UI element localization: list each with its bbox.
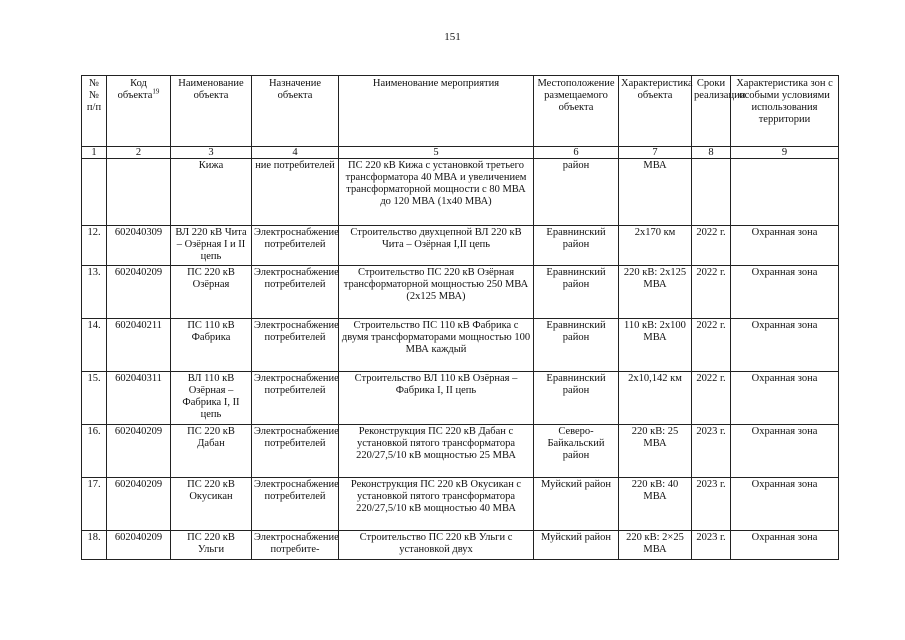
row-zone: Охранная зона — [731, 425, 839, 478]
row-location: Муйский район — [534, 478, 619, 531]
col-number: 9 — [731, 147, 839, 159]
row-location: Еравнинский район — [534, 226, 619, 266]
row-purpose: Электроснабжение потребите- — [252, 531, 339, 560]
row-zone: Охранная зона — [731, 372, 839, 425]
row-action: Реконструкция ПС 220 кВ Окусикан с установкой пятого трансформатора 220/27,5/10 кВ мощностью 40 МВА — [339, 478, 534, 531]
row-name: ВЛ 220 кВ Чита – Озёрная I и II цепь — [171, 226, 252, 266]
row-action: Строительство ВЛ 110 кВ Озёрная – Фабрика I, II цепь — [339, 372, 534, 425]
row-code — [107, 159, 171, 226]
row-code: 602040309 — [107, 226, 171, 266]
row-zone: Охранная зона — [731, 319, 839, 372]
row-num: 15. — [82, 372, 107, 425]
col-number: 5 — [339, 147, 534, 159]
row-name: ПС 220 кВ Озёрная — [171, 266, 252, 319]
row-zone: Охранная зона — [731, 226, 839, 266]
row-zone: Охранная зона — [731, 478, 839, 531]
col-number: 7 — [619, 147, 692, 159]
row-name: ПС 110 кВ Фабрика — [171, 319, 252, 372]
header-characteristics: Характеристика объекта — [619, 76, 692, 147]
header-num: № № п/п — [82, 76, 107, 147]
header-code: Код объекта$^{19}$ — [107, 76, 171, 147]
row-action: ПС 220 кВ Кижа с установкой третьего трансформатора 40 МВА и увеличением трансформаторной мощности с 80 МВА до 120 МВА (1х40 МВА) — [339, 159, 534, 226]
row-term: 2022 г. — [692, 266, 731, 319]
row-location: район — [534, 159, 619, 226]
row-purpose: Электроснабжение потребителей — [252, 478, 339, 531]
objects-table — [81, 75, 839, 560]
row-purpose: Электроснабжение потребителей — [252, 425, 339, 478]
table-row — [82, 159, 839, 226]
row-characteristics: 220 кВ: 2×25 МВА — [619, 531, 692, 560]
row-code: 602040211 — [107, 319, 171, 372]
row-zone: Охранная зона — [731, 531, 839, 560]
footnote-ref: 19 — [152, 87, 160, 96]
row-location: Еравнинский район — [534, 266, 619, 319]
header-location: Местоположение размещаемого объекта — [534, 76, 619, 147]
col-number: 1 — [82, 147, 107, 159]
row-zone — [731, 159, 839, 226]
row-num — [82, 159, 107, 226]
row-name: ВЛ 110 кВ Озёрная – Фабрика I, II цепь — [171, 372, 252, 425]
row-name: Кижа — [171, 159, 252, 226]
row-name: ПС 220 кВ Окусикан — [171, 478, 252, 531]
row-characteristics: 220 кВ: 2х125 МВА — [619, 266, 692, 319]
row-code: 602040209 — [107, 478, 171, 531]
row-characteristics: 2х10,142 км — [619, 372, 692, 425]
col-number: 8 — [692, 147, 731, 159]
header-name: Наименование объекта — [171, 76, 252, 147]
row-action: Строительство ПС 220 кВ Озёрная трансформаторной мощностью 250 МВА (2х125 МВА) — [339, 266, 534, 319]
row-characteristics: МВА — [619, 159, 692, 226]
row-action: Реконструкция ПС 220 кВ Дабан с установкой пятого трансформатора 220/27,5/10 кВ мощностью 25 МВА — [339, 425, 534, 478]
row-term: 2022 г. — [692, 372, 731, 425]
header-action: Наименование мероприятия — [339, 76, 534, 147]
row-purpose: Электроснабжение потребителей — [252, 226, 339, 266]
row-name: ПС 220 кВ Дабан — [171, 425, 252, 478]
row-num: 18. — [82, 531, 107, 560]
row-location: Еравнинский район — [534, 372, 619, 425]
row-code: 602040209 — [107, 266, 171, 319]
col-number: 2 — [107, 147, 171, 159]
row-purpose: ние потребителей — [252, 159, 339, 226]
row-action: Строительство ПС 220 кВ Ульги с установкой двух — [339, 531, 534, 560]
row-num: 12. — [82, 226, 107, 266]
row-num: 16. — [82, 425, 107, 478]
row-name: ПС 220 кВ Ульги — [171, 531, 252, 560]
row-num: 13. — [82, 266, 107, 319]
row-location: Северо-Байкальский район — [534, 425, 619, 478]
row-characteristics: 220 кВ: 40 МВА — [619, 478, 692, 531]
header-row — [82, 76, 839, 147]
row-zone: Охранная зона — [731, 266, 839, 319]
col-number: 4 — [252, 147, 339, 159]
header-terms: Сроки реализации — [692, 76, 731, 147]
table-row — [82, 478, 839, 531]
table-row — [82, 319, 839, 372]
row-term — [692, 159, 731, 226]
row-action: Строительство ПС 110 кВ Фабрика с двумя трансформаторами мощностью 100 МВА каждый — [339, 319, 534, 372]
row-code: 602040311 — [107, 372, 171, 425]
row-code: 602040209 — [107, 531, 171, 560]
row-term: 2022 г. — [692, 319, 731, 372]
table-row — [82, 266, 839, 319]
header-purpose: Назначение объекта — [252, 76, 339, 147]
row-purpose: Электроснабжение потребителей — [252, 372, 339, 425]
row-purpose: Электроснабжение потребителей — [252, 319, 339, 372]
page-number: 151 — [444, 31, 461, 43]
row-term: 2023 г. — [692, 425, 731, 478]
row-num: 17. — [82, 478, 107, 531]
row-characteristics: 220 кВ: 25 МВА — [619, 425, 692, 478]
col-number: 6 — [534, 147, 619, 159]
table-row — [82, 372, 839, 425]
row-characteristics: 2х170 км — [619, 226, 692, 266]
column-numbers-row — [82, 147, 839, 159]
row-term: 2022 г. — [692, 226, 731, 266]
header-zones: Характеристика зон с особыми условиями использования территории — [731, 76, 839, 147]
table-row — [82, 531, 839, 560]
row-code: 602040209 — [107, 425, 171, 478]
table-row — [82, 425, 839, 478]
row-location: Муйский район — [534, 531, 619, 560]
col-number: 3 — [171, 147, 252, 159]
row-term: 2023 г. — [692, 531, 731, 560]
row-num: 14. — [82, 319, 107, 372]
row-term: 2023 г. — [692, 478, 731, 531]
table-row — [82, 226, 839, 266]
row-action: Строительство двухцепной ВЛ 220 кВ Чита – Озёрная I,II цепь — [339, 226, 534, 266]
row-purpose: Электроснабжение потребителей — [252, 266, 339, 319]
row-characteristics: 110 кВ: 2х100 МВА — [619, 319, 692, 372]
row-location: Еравнинский район — [534, 319, 619, 372]
